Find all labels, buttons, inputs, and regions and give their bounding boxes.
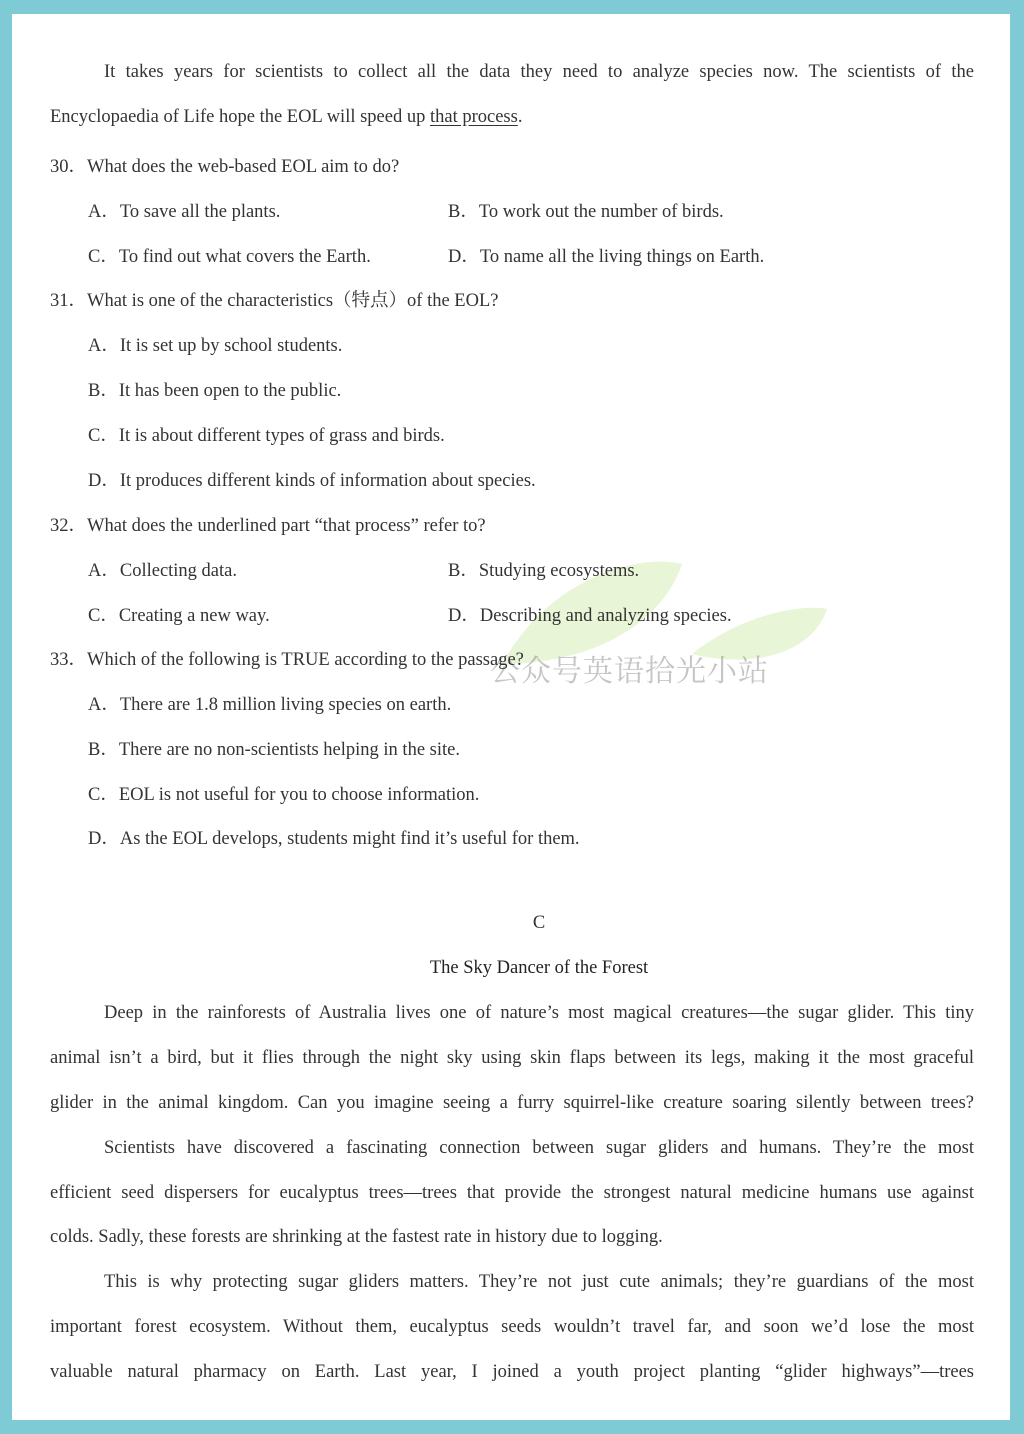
answer-option: C．EOL is not useful for you to choose information. xyxy=(88,785,480,805)
answer-option: D．As the EOL develops, students might find it’s useful for them. xyxy=(88,829,580,849)
answer-option: D．It produces different kinds of information about species. xyxy=(88,471,536,491)
passage-line: Deep in the rainforests of Australia lives one of nature’s most magical creatures—the sugar glider. This tiny xyxy=(104,1003,974,1023)
answer-option: C．It is about different types of grass and birds. xyxy=(88,426,445,446)
watermark-text: 公众号英语拾光小站 xyxy=(490,654,769,689)
answer-option: D．To name all the living things on Earth. xyxy=(448,247,765,267)
question-stem: 31．What is one of the characteristics（特点）of the EOL? xyxy=(50,291,499,311)
answer-option: B．Studying ecosystems. xyxy=(448,561,640,581)
answer-option: A．Collecting data. xyxy=(88,561,237,581)
question-stem: 30．What does the web-based EOL aim to do? xyxy=(50,157,400,177)
passage-line: Encyclopaedia of Life hope the EOL will speed up that process. xyxy=(50,107,523,127)
passage-line: It takes years for scientists to collect all the data they need to analyze species now. The scientists of the xyxy=(104,62,974,82)
passage-line: efficient seed dispersers for eucalyptus trees—trees that provide the strongest natural medicine humans use against xyxy=(50,1183,974,1203)
answer-option: A．There are 1.8 million living species on earth. xyxy=(88,695,452,715)
question-stem: 32．What does the underlined part “that process” refer to? xyxy=(50,516,486,536)
document-page xyxy=(12,14,1010,1420)
passage-line: animal isn’t a bird, but it flies through the night sky using skin flaps between its legs, making it the most graceful xyxy=(50,1048,974,1068)
answer-option: C．To find out what covers the Earth. xyxy=(88,247,371,267)
question-stem: 33．Which of the following is TRUE according to the passage? xyxy=(50,650,524,670)
answer-option: A．To save all the plants. xyxy=(88,202,281,222)
answer-option: C．Creating a new way. xyxy=(88,606,270,626)
answer-option: B．To work out the number of birds. xyxy=(448,202,724,222)
passage-line: valuable natural pharmacy on Earth. Last year, I joined a youth project planting “glider highways”—trees xyxy=(50,1362,974,1382)
answer-option: B．There are no non-scientists helping in the site. xyxy=(88,740,460,760)
passage-line: colds. Sadly, these forests are shrinking at the fastest rate in history due to logging. xyxy=(50,1227,663,1247)
underlined-phrase: that process xyxy=(429,107,518,127)
passage-line: important forest ecosystem. Without them, eucalyptus seeds wouldn’t travel far, and soon we’d lose the most xyxy=(50,1317,974,1337)
section-letter: C xyxy=(532,913,546,933)
answer-option: B．It has been open to the public. xyxy=(88,381,342,401)
passage-line: This is why protecting sugar gliders matters. They’re not just cute animals; they’re guardians of the most xyxy=(104,1272,974,1292)
answer-option: A．It is set up by school students. xyxy=(88,336,343,356)
answer-option: D．Describing and analyzing species. xyxy=(448,606,732,626)
passage-line: glider in the animal kingdom. Can you imagine seeing a furry squirrel-like creature soaring silently between trees? xyxy=(50,1093,974,1113)
passage-line: Scientists have discovered a fascinating connection between sugar gliders and humans. They’re the most xyxy=(104,1138,974,1158)
section-title: The Sky Dancer of the Forest xyxy=(429,958,649,978)
